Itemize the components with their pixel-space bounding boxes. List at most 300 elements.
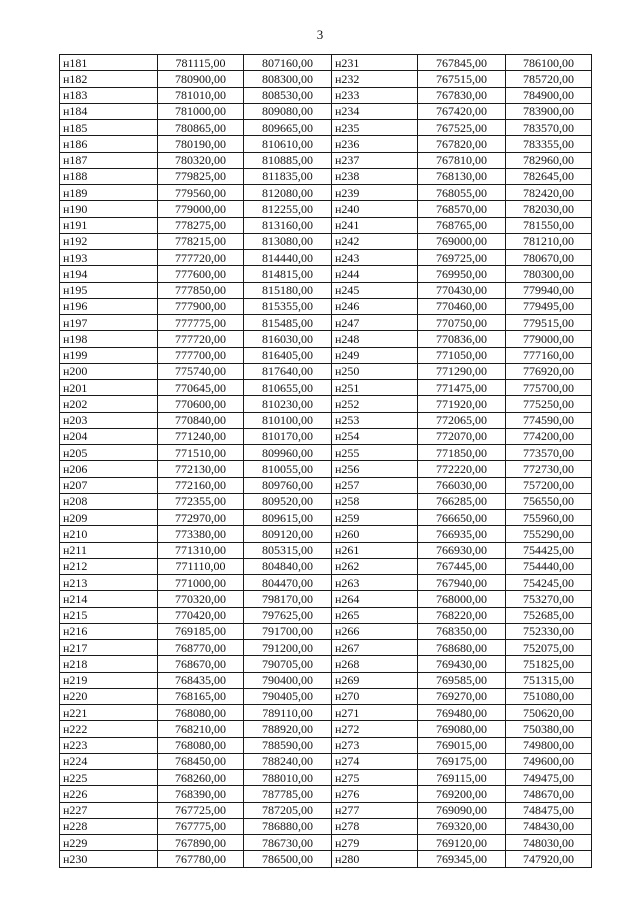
table-row bbox=[60, 477, 592, 493]
point-id-left-cell: н213 bbox=[60, 575, 158, 591]
x-coord-left-cell: 772160,00 bbox=[158, 477, 244, 493]
x-coord-right-cell: 772220,00 bbox=[418, 461, 506, 477]
x-coord-left-cell: 770645,00 bbox=[158, 380, 244, 396]
y-coord-left-cell: 815180,00 bbox=[244, 282, 332, 298]
x-coord-left-cell: 780190,00 bbox=[158, 136, 244, 152]
table-row bbox=[60, 851, 592, 867]
x-coord-right-cell: 768000,00 bbox=[418, 591, 506, 607]
point-id-right-cell: н279 bbox=[332, 835, 418, 851]
x-coord-right-cell: 767420,00 bbox=[418, 103, 506, 119]
x-coord-right-cell: 771850,00 bbox=[418, 445, 506, 461]
y-coord-right-cell: 776920,00 bbox=[506, 363, 592, 379]
table-row bbox=[60, 737, 592, 753]
y-coord-right-cell: 750380,00 bbox=[506, 721, 592, 737]
point-id-left-cell: н190 bbox=[60, 201, 158, 217]
x-coord-right-cell: 766030,00 bbox=[418, 477, 506, 493]
y-coord-right-cell: 783570,00 bbox=[506, 120, 592, 136]
y-coord-right-cell: 782960,00 bbox=[506, 152, 592, 168]
x-coord-right-cell: 767845,00 bbox=[418, 55, 506, 71]
point-id-left-cell: н194 bbox=[60, 266, 158, 282]
y-coord-right-cell: 747920,00 bbox=[506, 851, 592, 867]
table-row bbox=[60, 835, 592, 851]
x-coord-left-cell: 780320,00 bbox=[158, 152, 244, 168]
x-coord-left-cell: 781010,00 bbox=[158, 87, 244, 103]
table-row bbox=[60, 510, 592, 526]
x-coord-right-cell: 766935,00 bbox=[418, 526, 506, 542]
point-id-left-cell: н183 bbox=[60, 87, 158, 103]
x-coord-right-cell: 772070,00 bbox=[418, 428, 506, 444]
y-coord-right-cell: 751825,00 bbox=[506, 656, 592, 672]
point-id-left-cell: н189 bbox=[60, 185, 158, 201]
point-id-left-cell: н210 bbox=[60, 526, 158, 542]
y-coord-right-cell: 749600,00 bbox=[506, 753, 592, 769]
table-row bbox=[60, 575, 592, 591]
x-coord-right-cell: 768055,00 bbox=[418, 185, 506, 201]
y-coord-left-cell: 789110,00 bbox=[244, 705, 332, 721]
y-coord-left-cell: 809080,00 bbox=[244, 103, 332, 119]
y-coord-left-cell: 790705,00 bbox=[244, 656, 332, 672]
point-id-right-cell: н260 bbox=[332, 526, 418, 542]
x-coord-right-cell: 769120,00 bbox=[418, 835, 506, 851]
point-id-left-cell: н223 bbox=[60, 737, 158, 753]
x-coord-left-cell: 771240,00 bbox=[158, 428, 244, 444]
y-coord-right-cell: 774200,00 bbox=[506, 428, 592, 444]
point-id-left-cell: н219 bbox=[60, 672, 158, 688]
y-coord-left-cell: 809120,00 bbox=[244, 526, 332, 542]
point-id-right-cell: н248 bbox=[332, 331, 418, 347]
x-coord-right-cell: 766650,00 bbox=[418, 510, 506, 526]
y-coord-left-cell: 787205,00 bbox=[244, 802, 332, 818]
y-coord-right-cell: 774590,00 bbox=[506, 412, 592, 428]
y-coord-left-cell: 816030,00 bbox=[244, 331, 332, 347]
point-id-left-cell: н186 bbox=[60, 136, 158, 152]
y-coord-left-cell: 807160,00 bbox=[244, 55, 332, 71]
x-coord-right-cell: 767515,00 bbox=[418, 71, 506, 87]
point-id-right-cell: н239 bbox=[332, 185, 418, 201]
y-coord-right-cell: 779000,00 bbox=[506, 331, 592, 347]
x-coord-right-cell: 771475,00 bbox=[418, 380, 506, 396]
point-id-right-cell: н269 bbox=[332, 672, 418, 688]
x-coord-left-cell: 767775,00 bbox=[158, 818, 244, 834]
point-id-left-cell: н217 bbox=[60, 640, 158, 656]
x-coord-right-cell: 769090,00 bbox=[418, 802, 506, 818]
y-coord-left-cell: 811835,00 bbox=[244, 168, 332, 184]
x-coord-left-cell: 772970,00 bbox=[158, 510, 244, 526]
point-id-right-cell: н253 bbox=[332, 412, 418, 428]
x-coord-left-cell: 767725,00 bbox=[158, 802, 244, 818]
y-coord-left-cell: 812080,00 bbox=[244, 185, 332, 201]
y-coord-left-cell: 810100,00 bbox=[244, 412, 332, 428]
y-coord-right-cell: 749800,00 bbox=[506, 737, 592, 753]
coordinates-table-body bbox=[60, 55, 592, 868]
point-id-left-cell: н216 bbox=[60, 623, 158, 639]
y-coord-left-cell: 788920,00 bbox=[244, 721, 332, 737]
point-id-right-cell: н250 bbox=[332, 363, 418, 379]
y-coord-left-cell: 815485,00 bbox=[244, 315, 332, 331]
x-coord-left-cell: 773380,00 bbox=[158, 526, 244, 542]
point-id-right-cell: н237 bbox=[332, 152, 418, 168]
x-coord-right-cell: 769270,00 bbox=[418, 688, 506, 704]
point-id-left-cell: н229 bbox=[60, 835, 158, 851]
x-coord-right-cell: 770750,00 bbox=[418, 315, 506, 331]
table-row bbox=[60, 250, 592, 266]
y-coord-right-cell: 749475,00 bbox=[506, 770, 592, 786]
y-coord-right-cell: 752075,00 bbox=[506, 640, 592, 656]
table-row bbox=[60, 103, 592, 119]
x-coord-left-cell: 768080,00 bbox=[158, 737, 244, 753]
x-coord-left-cell: 768450,00 bbox=[158, 753, 244, 769]
y-coord-right-cell: 779515,00 bbox=[506, 315, 592, 331]
point-id-right-cell: н240 bbox=[332, 201, 418, 217]
y-coord-right-cell: 756550,00 bbox=[506, 493, 592, 509]
x-coord-left-cell: 771510,00 bbox=[158, 445, 244, 461]
x-coord-right-cell: 769175,00 bbox=[418, 753, 506, 769]
y-coord-right-cell: 775700,00 bbox=[506, 380, 592, 396]
y-coord-right-cell: 752330,00 bbox=[506, 623, 592, 639]
y-coord-right-cell: 779940,00 bbox=[506, 282, 592, 298]
point-id-right-cell: н256 bbox=[332, 461, 418, 477]
y-coord-left-cell: 817640,00 bbox=[244, 363, 332, 379]
table-row bbox=[60, 217, 592, 233]
x-coord-right-cell: 769200,00 bbox=[418, 786, 506, 802]
table-row bbox=[60, 120, 592, 136]
point-id-left-cell: н212 bbox=[60, 558, 158, 574]
y-coord-left-cell: 808530,00 bbox=[244, 87, 332, 103]
point-id-right-cell: н280 bbox=[332, 851, 418, 867]
point-id-right-cell: н252 bbox=[332, 396, 418, 412]
x-coord-left-cell: 772355,00 bbox=[158, 493, 244, 509]
point-id-left-cell: н203 bbox=[60, 412, 158, 428]
table-row bbox=[60, 152, 592, 168]
table-row bbox=[60, 526, 592, 542]
point-id-right-cell: н234 bbox=[332, 103, 418, 119]
table-row bbox=[60, 331, 592, 347]
x-coord-right-cell: 768130,00 bbox=[418, 168, 506, 184]
point-id-right-cell: н231 bbox=[332, 55, 418, 71]
x-coord-right-cell: 769345,00 bbox=[418, 851, 506, 867]
table-row bbox=[60, 266, 592, 282]
x-coord-right-cell: 769430,00 bbox=[418, 656, 506, 672]
table-row bbox=[60, 347, 592, 363]
y-coord-left-cell: 808300,00 bbox=[244, 71, 332, 87]
point-id-right-cell: н276 bbox=[332, 786, 418, 802]
y-coord-right-cell: 754245,00 bbox=[506, 575, 592, 591]
y-coord-right-cell: 773570,00 bbox=[506, 445, 592, 461]
x-coord-left-cell: 779000,00 bbox=[158, 201, 244, 217]
y-coord-right-cell: 785720,00 bbox=[506, 71, 592, 87]
x-coord-right-cell: 771290,00 bbox=[418, 363, 506, 379]
point-id-right-cell: н255 bbox=[332, 445, 418, 461]
y-coord-right-cell: 782645,00 bbox=[506, 168, 592, 184]
point-id-left-cell: н191 bbox=[60, 217, 158, 233]
point-id-right-cell: н267 bbox=[332, 640, 418, 656]
table-row bbox=[60, 818, 592, 834]
x-coord-left-cell: 768260,00 bbox=[158, 770, 244, 786]
point-id-left-cell: н188 bbox=[60, 168, 158, 184]
point-id-left-cell: н218 bbox=[60, 656, 158, 672]
point-id-left-cell: н204 bbox=[60, 428, 158, 444]
point-id-left-cell: н227 bbox=[60, 802, 158, 818]
y-coord-left-cell: 798170,00 bbox=[244, 591, 332, 607]
y-coord-right-cell: 781550,00 bbox=[506, 217, 592, 233]
y-coord-left-cell: 809615,00 bbox=[244, 510, 332, 526]
point-id-left-cell: н205 bbox=[60, 445, 158, 461]
y-coord-left-cell: 809520,00 bbox=[244, 493, 332, 509]
point-id-right-cell: н266 bbox=[332, 623, 418, 639]
point-id-right-cell: н264 bbox=[332, 591, 418, 607]
point-id-right-cell: н258 bbox=[332, 493, 418, 509]
x-coord-right-cell: 768220,00 bbox=[418, 607, 506, 623]
table-row bbox=[60, 315, 592, 331]
point-id-right-cell: н273 bbox=[332, 737, 418, 753]
y-coord-right-cell: 753270,00 bbox=[506, 591, 592, 607]
point-id-right-cell: н236 bbox=[332, 136, 418, 152]
x-coord-right-cell: 767810,00 bbox=[418, 152, 506, 168]
point-id-right-cell: н278 bbox=[332, 818, 418, 834]
point-id-left-cell: н185 bbox=[60, 120, 158, 136]
y-coord-left-cell: 786880,00 bbox=[244, 818, 332, 834]
table-row bbox=[60, 753, 592, 769]
y-coord-left-cell: 813080,00 bbox=[244, 233, 332, 249]
table-row bbox=[60, 802, 592, 818]
y-coord-left-cell: 812255,00 bbox=[244, 201, 332, 217]
x-coord-left-cell: 768080,00 bbox=[158, 705, 244, 721]
y-coord-right-cell: 748030,00 bbox=[506, 835, 592, 851]
x-coord-left-cell: 771000,00 bbox=[158, 575, 244, 591]
x-coord-left-cell: 768390,00 bbox=[158, 786, 244, 802]
x-coord-right-cell: 768680,00 bbox=[418, 640, 506, 656]
point-id-left-cell: н199 bbox=[60, 347, 158, 363]
point-id-left-cell: н228 bbox=[60, 818, 158, 834]
x-coord-right-cell: 766285,00 bbox=[418, 493, 506, 509]
x-coord-left-cell: 769185,00 bbox=[158, 623, 244, 639]
y-coord-left-cell: 790405,00 bbox=[244, 688, 332, 704]
x-coord-right-cell: 769015,00 bbox=[418, 737, 506, 753]
x-coord-left-cell: 777900,00 bbox=[158, 298, 244, 314]
x-coord-left-cell: 767780,00 bbox=[158, 851, 244, 867]
y-coord-right-cell: 748430,00 bbox=[506, 818, 592, 834]
x-coord-left-cell: 777720,00 bbox=[158, 250, 244, 266]
point-id-right-cell: н257 bbox=[332, 477, 418, 493]
y-coord-left-cell: 809760,00 bbox=[244, 477, 332, 493]
x-coord-right-cell: 767525,00 bbox=[418, 120, 506, 136]
table-row bbox=[60, 558, 592, 574]
table-row bbox=[60, 607, 592, 623]
table-row bbox=[60, 396, 592, 412]
table-row bbox=[60, 185, 592, 201]
y-coord-left-cell: 810055,00 bbox=[244, 461, 332, 477]
point-id-right-cell: н235 bbox=[332, 120, 418, 136]
point-id-right-cell: н249 bbox=[332, 347, 418, 363]
point-id-right-cell: н242 bbox=[332, 233, 418, 249]
y-coord-left-cell: 814815,00 bbox=[244, 266, 332, 282]
y-coord-left-cell: 786730,00 bbox=[244, 835, 332, 851]
x-coord-right-cell: 767940,00 bbox=[418, 575, 506, 591]
x-coord-left-cell: 772130,00 bbox=[158, 461, 244, 477]
y-coord-left-cell: 813160,00 bbox=[244, 217, 332, 233]
point-id-left-cell: н201 bbox=[60, 380, 158, 396]
y-coord-right-cell: 757200,00 bbox=[506, 477, 592, 493]
y-coord-left-cell: 810170,00 bbox=[244, 428, 332, 444]
y-coord-left-cell: 791200,00 bbox=[244, 640, 332, 656]
table-row bbox=[60, 445, 592, 461]
x-coord-right-cell: 770460,00 bbox=[418, 298, 506, 314]
point-id-left-cell: н220 bbox=[60, 688, 158, 704]
y-coord-left-cell: 787785,00 bbox=[244, 786, 332, 802]
x-coord-right-cell: 767445,00 bbox=[418, 558, 506, 574]
x-coord-left-cell: 770600,00 bbox=[158, 396, 244, 412]
page-number: 3 bbox=[316, 27, 324, 42]
table-row bbox=[60, 298, 592, 314]
y-coord-right-cell: 783900,00 bbox=[506, 103, 592, 119]
x-coord-left-cell: 770840,00 bbox=[158, 412, 244, 428]
y-coord-right-cell: 748475,00 bbox=[506, 802, 592, 818]
x-coord-right-cell: 771050,00 bbox=[418, 347, 506, 363]
y-coord-left-cell: 804470,00 bbox=[244, 575, 332, 591]
x-coord-left-cell: 775740,00 bbox=[158, 363, 244, 379]
y-coord-left-cell: 804840,00 bbox=[244, 558, 332, 574]
table-row bbox=[60, 71, 592, 87]
point-id-left-cell: н181 bbox=[60, 55, 158, 71]
y-coord-right-cell: 782030,00 bbox=[506, 201, 592, 217]
y-coord-left-cell: 786500,00 bbox=[244, 851, 332, 867]
x-coord-left-cell: 781000,00 bbox=[158, 103, 244, 119]
x-coord-left-cell: 778275,00 bbox=[158, 217, 244, 233]
y-coord-right-cell: 748670,00 bbox=[506, 786, 592, 802]
x-coord-left-cell: 777720,00 bbox=[158, 331, 244, 347]
point-id-left-cell: н197 bbox=[60, 315, 158, 331]
x-coord-right-cell: 767820,00 bbox=[418, 136, 506, 152]
y-coord-left-cell: 810885,00 bbox=[244, 152, 332, 168]
x-coord-left-cell: 770420,00 bbox=[158, 607, 244, 623]
point-id-left-cell: н226 bbox=[60, 786, 158, 802]
y-coord-right-cell: 780300,00 bbox=[506, 266, 592, 282]
x-coord-right-cell: 768350,00 bbox=[418, 623, 506, 639]
y-coord-right-cell: 782420,00 bbox=[506, 185, 592, 201]
x-coord-right-cell: 769950,00 bbox=[418, 266, 506, 282]
table-row bbox=[60, 87, 592, 103]
point-id-left-cell: н221 bbox=[60, 705, 158, 721]
point-id-right-cell: н263 bbox=[332, 575, 418, 591]
point-id-left-cell: н198 bbox=[60, 331, 158, 347]
point-id-left-cell: н202 bbox=[60, 396, 158, 412]
point-id-right-cell: н259 bbox=[332, 510, 418, 526]
y-coord-left-cell: 809665,00 bbox=[244, 120, 332, 136]
y-coord-left-cell: 788240,00 bbox=[244, 753, 332, 769]
y-coord-right-cell: 751080,00 bbox=[506, 688, 592, 704]
point-id-left-cell: н182 bbox=[60, 71, 158, 87]
y-coord-left-cell: 791700,00 bbox=[244, 623, 332, 639]
point-id-right-cell: н270 bbox=[332, 688, 418, 704]
point-id-right-cell: н251 bbox=[332, 380, 418, 396]
x-coord-left-cell: 771310,00 bbox=[158, 542, 244, 558]
y-coord-left-cell: 814440,00 bbox=[244, 250, 332, 266]
point-id-right-cell: н238 bbox=[332, 168, 418, 184]
table-row bbox=[60, 380, 592, 396]
x-coord-right-cell: 770430,00 bbox=[418, 282, 506, 298]
x-coord-right-cell: 769080,00 bbox=[418, 721, 506, 737]
point-id-right-cell: н232 bbox=[332, 71, 418, 87]
x-coord-right-cell: 768570,00 bbox=[418, 201, 506, 217]
table-row bbox=[60, 168, 592, 184]
y-coord-left-cell: 810230,00 bbox=[244, 396, 332, 412]
x-coord-left-cell: 779560,00 bbox=[158, 185, 244, 201]
x-coord-right-cell: 772065,00 bbox=[418, 412, 506, 428]
point-id-right-cell: н247 bbox=[332, 315, 418, 331]
point-id-left-cell: н193 bbox=[60, 250, 158, 266]
x-coord-left-cell: 777700,00 bbox=[158, 347, 244, 363]
x-coord-left-cell: 768210,00 bbox=[158, 721, 244, 737]
x-coord-left-cell: 778215,00 bbox=[158, 233, 244, 249]
table-row bbox=[60, 542, 592, 558]
y-coord-left-cell: 810655,00 bbox=[244, 380, 332, 396]
x-coord-left-cell: 777775,00 bbox=[158, 315, 244, 331]
y-coord-left-cell: 809960,00 bbox=[244, 445, 332, 461]
table-row bbox=[60, 672, 592, 688]
y-coord-right-cell: 754440,00 bbox=[506, 558, 592, 574]
point-id-left-cell: н207 bbox=[60, 477, 158, 493]
point-id-right-cell: н262 bbox=[332, 558, 418, 574]
y-coord-right-cell: 751315,00 bbox=[506, 672, 592, 688]
point-id-left-cell: н187 bbox=[60, 152, 158, 168]
point-id-left-cell: н192 bbox=[60, 233, 158, 249]
table-row bbox=[60, 201, 592, 217]
table-row bbox=[60, 656, 592, 672]
point-id-left-cell: н230 bbox=[60, 851, 158, 867]
y-coord-left-cell: 805315,00 bbox=[244, 542, 332, 558]
coordinates-table bbox=[59, 54, 592, 868]
x-coord-left-cell: 777600,00 bbox=[158, 266, 244, 282]
point-id-left-cell: н225 bbox=[60, 770, 158, 786]
x-coord-right-cell: 769000,00 bbox=[418, 233, 506, 249]
table-row bbox=[60, 282, 592, 298]
y-coord-right-cell: 754425,00 bbox=[506, 542, 592, 558]
y-coord-right-cell: 781210,00 bbox=[506, 233, 592, 249]
x-coord-right-cell: 767830,00 bbox=[418, 87, 506, 103]
table-row bbox=[60, 705, 592, 721]
y-coord-left-cell: 815355,00 bbox=[244, 298, 332, 314]
x-coord-left-cell: 768435,00 bbox=[158, 672, 244, 688]
point-id-left-cell: н208 bbox=[60, 493, 158, 509]
y-coord-right-cell: 783355,00 bbox=[506, 136, 592, 152]
point-id-left-cell: н224 bbox=[60, 753, 158, 769]
point-id-right-cell: н265 bbox=[332, 607, 418, 623]
table-row bbox=[60, 233, 592, 249]
y-coord-right-cell: 779495,00 bbox=[506, 298, 592, 314]
y-coord-right-cell: 755960,00 bbox=[506, 510, 592, 526]
point-id-right-cell: н254 bbox=[332, 428, 418, 444]
table-row bbox=[60, 412, 592, 428]
y-coord-left-cell: 797625,00 bbox=[244, 607, 332, 623]
x-coord-left-cell: 780865,00 bbox=[158, 120, 244, 136]
y-coord-right-cell: 786100,00 bbox=[506, 55, 592, 71]
x-coord-right-cell: 769725,00 bbox=[418, 250, 506, 266]
table-row bbox=[60, 640, 592, 656]
y-coord-left-cell: 790400,00 bbox=[244, 672, 332, 688]
x-coord-right-cell: 769115,00 bbox=[418, 770, 506, 786]
point-id-right-cell: н272 bbox=[332, 721, 418, 737]
x-coord-left-cell: 779825,00 bbox=[158, 168, 244, 184]
x-coord-left-cell: 768770,00 bbox=[158, 640, 244, 656]
y-coord-right-cell: 777160,00 bbox=[506, 347, 592, 363]
x-coord-right-cell: 768765,00 bbox=[418, 217, 506, 233]
point-id-right-cell: н275 bbox=[332, 770, 418, 786]
point-id-right-cell: н241 bbox=[332, 217, 418, 233]
x-coord-left-cell: 781115,00 bbox=[158, 55, 244, 71]
table-row bbox=[60, 770, 592, 786]
x-coord-left-cell: 770320,00 bbox=[158, 591, 244, 607]
y-coord-left-cell: 816405,00 bbox=[244, 347, 332, 363]
